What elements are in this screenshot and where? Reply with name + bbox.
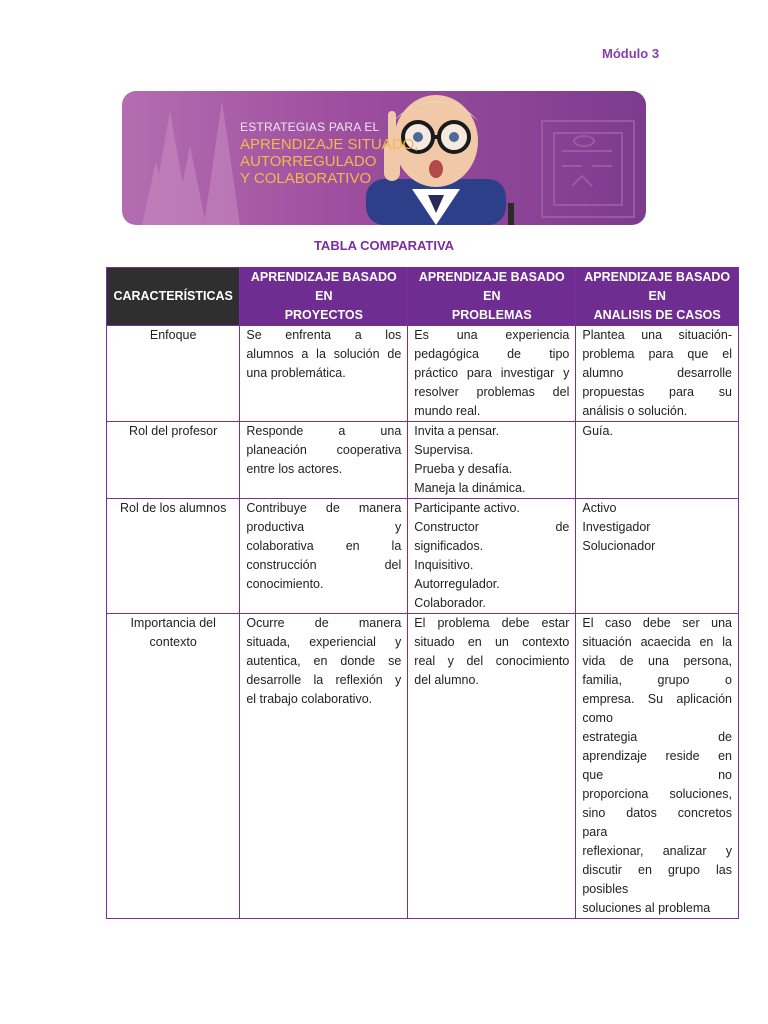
cell-text-line: aprendizaje reside en xyxy=(582,749,732,763)
banner-line-1: ESTRATEGIAS PARA EL xyxy=(240,120,380,134)
cell-text-line: El problema debe estar xyxy=(414,616,570,630)
header-text: ANALISIS DE CASOS xyxy=(593,308,721,322)
row-label-text: Rol de los alumnos xyxy=(120,501,227,515)
cell-text-line: resolver problemas del xyxy=(414,385,570,399)
module-label: Módulo 3 xyxy=(602,46,660,61)
table-cell xyxy=(408,422,576,499)
cell-text-line: conocimiento. xyxy=(246,577,324,591)
cell-text-line: vida de una persona, xyxy=(582,654,732,668)
row-label xyxy=(107,326,240,422)
table-cell xyxy=(576,499,739,614)
cell-text-line: pedagógica de tipo xyxy=(414,347,570,361)
table-cell xyxy=(408,499,576,614)
cell-text-line: Invita a pensar. xyxy=(414,424,500,438)
cell-text-line: Inquisitivo. xyxy=(414,558,474,572)
header-column-3 xyxy=(576,268,739,326)
table-cell xyxy=(408,326,576,422)
cell-text-line: empresa. Su aplicación xyxy=(582,692,732,706)
table-row xyxy=(107,614,739,919)
table-cell xyxy=(240,499,408,614)
row-label-text: Importancia del xyxy=(130,616,216,630)
cell-text-line: una problemática. xyxy=(246,366,346,380)
row-label xyxy=(107,614,240,919)
cell-text-line: Maneja la dinámica. xyxy=(414,481,526,495)
banner-image xyxy=(122,91,646,225)
header-text: APRENDIZAJE BASADO xyxy=(584,270,731,284)
header-text: CARACTERÍSTICAS xyxy=(113,289,233,303)
banner-text xyxy=(240,119,418,187)
cell-text-line: situada, experiencial y xyxy=(246,635,402,649)
banner-line-2: APRENDIZAJE SITUADO, xyxy=(240,136,419,153)
header-column-2 xyxy=(408,268,576,326)
cell-text-line: Responde a una xyxy=(246,424,402,438)
cell-text-line: construcción del xyxy=(246,558,402,572)
cell-text-line: Plantea una situación- xyxy=(582,328,732,342)
comparison-table xyxy=(106,267,739,919)
cell-text-line: problema para que el xyxy=(582,347,732,361)
cell-text-line: posibles xyxy=(582,882,629,896)
header-column-1 xyxy=(240,268,408,326)
cell-text-line: Participante activo. xyxy=(414,501,520,515)
cell-text-line: desarrolle la reflexión y xyxy=(246,673,402,687)
cell-text-line: El caso debe ser una xyxy=(582,616,732,630)
header-caracteristicas xyxy=(107,268,240,326)
cell-text-line: familia, grupo o xyxy=(582,673,732,687)
table-header-row xyxy=(107,268,739,326)
header-text: EN xyxy=(315,289,333,303)
cell-text-line: situación acaecida en la xyxy=(582,635,732,649)
row-label-text: contexto xyxy=(149,635,197,649)
cell-text-line: entre los actores. xyxy=(246,462,343,476)
cell-text-line: productiva y xyxy=(246,520,402,534)
banner-line-3: AUTORREGULADO xyxy=(240,153,377,170)
row-label xyxy=(107,499,240,614)
row-label-text: Enfoque xyxy=(149,328,197,342)
cell-text-line: Investigador xyxy=(582,520,651,534)
cell-text-line: alumnos a la solución de xyxy=(246,347,402,361)
table-cell xyxy=(576,326,739,422)
header-text: EN xyxy=(483,289,501,303)
cell-text-line: reflexionar, analizar y xyxy=(582,844,732,858)
row-label-text: Rol del profesor xyxy=(129,424,218,438)
table-cell xyxy=(408,614,576,919)
cell-text-line: Constructor de xyxy=(414,520,570,534)
cell-text-line: mundo real. xyxy=(414,404,481,418)
cell-text-line: el trabajo colaborativo. xyxy=(246,692,373,706)
cell-text-line: Solucionador xyxy=(582,539,656,553)
table-body xyxy=(107,326,739,919)
table-cell xyxy=(576,422,739,499)
header-text: PROYECTOS xyxy=(284,308,363,322)
cell-text-line: Supervisa. xyxy=(414,443,474,457)
table-cell xyxy=(240,422,408,499)
header-text: APRENDIZAJE BASADO xyxy=(418,270,565,284)
cell-text-line: como xyxy=(582,711,613,725)
cell-text-line: proporciona soluciones, xyxy=(582,787,732,801)
table-row xyxy=(107,499,739,614)
cell-text-line: Activo xyxy=(582,501,617,515)
cell-text-line: real y del conocimiento xyxy=(414,654,570,668)
cell-text-line: planeación cooperativa xyxy=(246,443,402,457)
cell-text-line: Prueba y desafía. xyxy=(414,462,513,476)
table-title: TABLA COMPARATIVA xyxy=(313,238,455,253)
cell-text-line: autentica, en donde se xyxy=(246,654,402,668)
cell-text-line: Colaborador. xyxy=(414,596,486,610)
banner-line-4: Y COLABORATIVO xyxy=(240,170,372,187)
cell-text-line: situado en un contexto xyxy=(414,635,570,649)
row-label xyxy=(107,422,240,499)
cell-text-line: que no xyxy=(582,768,732,782)
cell-text-line: sino datos concretos xyxy=(582,806,732,820)
header-text: PROBLEMAS xyxy=(451,308,532,322)
cell-text-line: soluciones al problema xyxy=(582,901,711,915)
cell-text-line: Autorregulador. xyxy=(414,577,500,591)
cell-text-line: alumno desarrolle xyxy=(582,366,732,380)
cell-text-line: propuestas para su xyxy=(582,385,732,399)
cell-text-line: Ocurre de manera xyxy=(246,616,402,630)
header-text: EN xyxy=(648,289,666,303)
cell-text-line: Se enfrenta a los xyxy=(246,328,402,342)
cell-text-line: Contribuye de manera xyxy=(246,501,402,515)
cell-text-line: colaborativa en la xyxy=(246,539,402,553)
table-row xyxy=(107,422,739,499)
cell-text-line: estrategia de xyxy=(582,730,732,744)
cell-text-line: Es una experiencia xyxy=(414,328,570,342)
cell-text-line: Guía. xyxy=(582,424,613,438)
cell-text-line: práctico para investigar y xyxy=(414,366,570,380)
table-cell xyxy=(240,614,408,919)
cell-text-line: para xyxy=(582,825,608,839)
cell-text-line: análisis o solución. xyxy=(582,404,688,418)
cell-text-line: significados. xyxy=(414,539,484,553)
cell-text-line: discutir en grupo las xyxy=(582,863,732,877)
table-row xyxy=(107,326,739,422)
cell-text-line: del alumno. xyxy=(414,673,479,687)
table-cell xyxy=(240,326,408,422)
table-cell xyxy=(576,614,739,919)
header-text: APRENDIZAJE BASADO xyxy=(250,270,397,284)
